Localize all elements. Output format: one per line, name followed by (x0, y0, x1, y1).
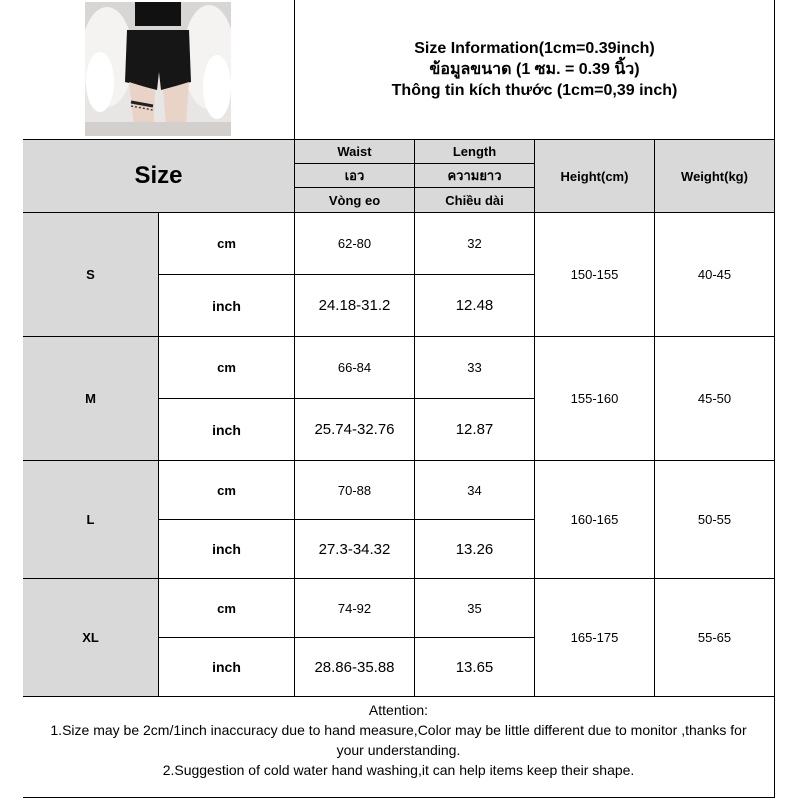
unit-label-cm: cm (159, 579, 295, 638)
weight-m: 45-50 (655, 337, 775, 461)
product-photo (85, 2, 231, 136)
waist-inch-l: 27.3-34.32 (295, 520, 415, 579)
weight-s: 40-45 (655, 213, 775, 337)
size-label-s: S (23, 213, 159, 337)
attention-notes (23, 697, 775, 798)
height-m: 155-160 (535, 337, 655, 461)
weight-xl: 55-65 (655, 579, 775, 697)
title-thai: ข้อมูลขนาด (1 ซม. = 0.39 นิ้ว) (429, 61, 640, 78)
height-s: 150-155 (535, 213, 655, 337)
size-header: Size (23, 140, 295, 213)
length-header-en: Length (415, 140, 535, 164)
unit-label-inch: inch (159, 520, 295, 579)
attention-note-1-cont: your understanding. (336, 742, 461, 758)
waist-header-en: Waist (295, 140, 415, 164)
waist-header-th: เอว (295, 164, 415, 188)
unit-label-inch: inch (159, 399, 295, 461)
height-header: Height(cm) (535, 140, 655, 213)
weight-header: Weight(kg) (655, 140, 775, 213)
size-chart (23, 0, 775, 798)
size-information-title (295, 0, 775, 140)
title-vietnamese: Thông tin kích thước (1cm=0,39 inch) (391, 82, 678, 99)
waist-inch-s: 24.18-31.2 (295, 275, 415, 337)
length-header-th: ความยาว (415, 164, 535, 188)
unit-label-cm: cm (159, 213, 295, 275)
unit-label-cm: cm (159, 337, 295, 399)
length-inch-m: 12.87 (415, 399, 535, 461)
length-inch-s: 12.48 (415, 275, 535, 337)
size-label-xl: XL (23, 579, 159, 697)
height-l: 160-165 (535, 461, 655, 579)
unit-label-inch: inch (159, 638, 295, 697)
length-header-vi: Chiều dài (415, 188, 535, 213)
title-english: Size Information(1cm=0.39inch) (414, 40, 655, 57)
length-inch-l: 13.26 (415, 520, 535, 579)
product-photo-illustration (85, 2, 231, 136)
weight-l: 50-55 (655, 461, 775, 579)
unit-label-cm: cm (159, 461, 295, 520)
waist-cm-l: 70-88 (295, 461, 415, 520)
waist-cm-s: 62-80 (295, 213, 415, 275)
length-cm-xl: 35 (415, 579, 535, 638)
waist-inch-m: 25.74-32.76 (295, 399, 415, 461)
attention-note-1: 1.Size may be 2cm/1inch inaccuracy due to hand measure,Color may be little different due to monitor ,thanks for (50, 722, 747, 738)
product-photo-cell (23, 0, 295, 140)
length-cm-s: 32 (415, 213, 535, 275)
size-label-l: L (23, 461, 159, 579)
unit-label-inch: inch (159, 275, 295, 337)
waist-cm-xl: 74-92 (295, 579, 415, 638)
length-inch-xl: 13.65 (415, 638, 535, 697)
size-label-m: M (23, 337, 159, 461)
length-cm-l: 34 (415, 461, 535, 520)
height-xl: 165-175 (535, 579, 655, 697)
waist-cm-m: 66-84 (295, 337, 415, 399)
attention-note-2: 2.Suggestion of cold water hand washing,it can help items keep their shape. (162, 762, 635, 778)
waist-header-vi: Vòng eo (295, 188, 415, 213)
attention-heading: Attention: (368, 702, 429, 718)
waist-inch-xl: 28.86-35.88 (295, 638, 415, 697)
length-cm-m: 33 (415, 337, 535, 399)
